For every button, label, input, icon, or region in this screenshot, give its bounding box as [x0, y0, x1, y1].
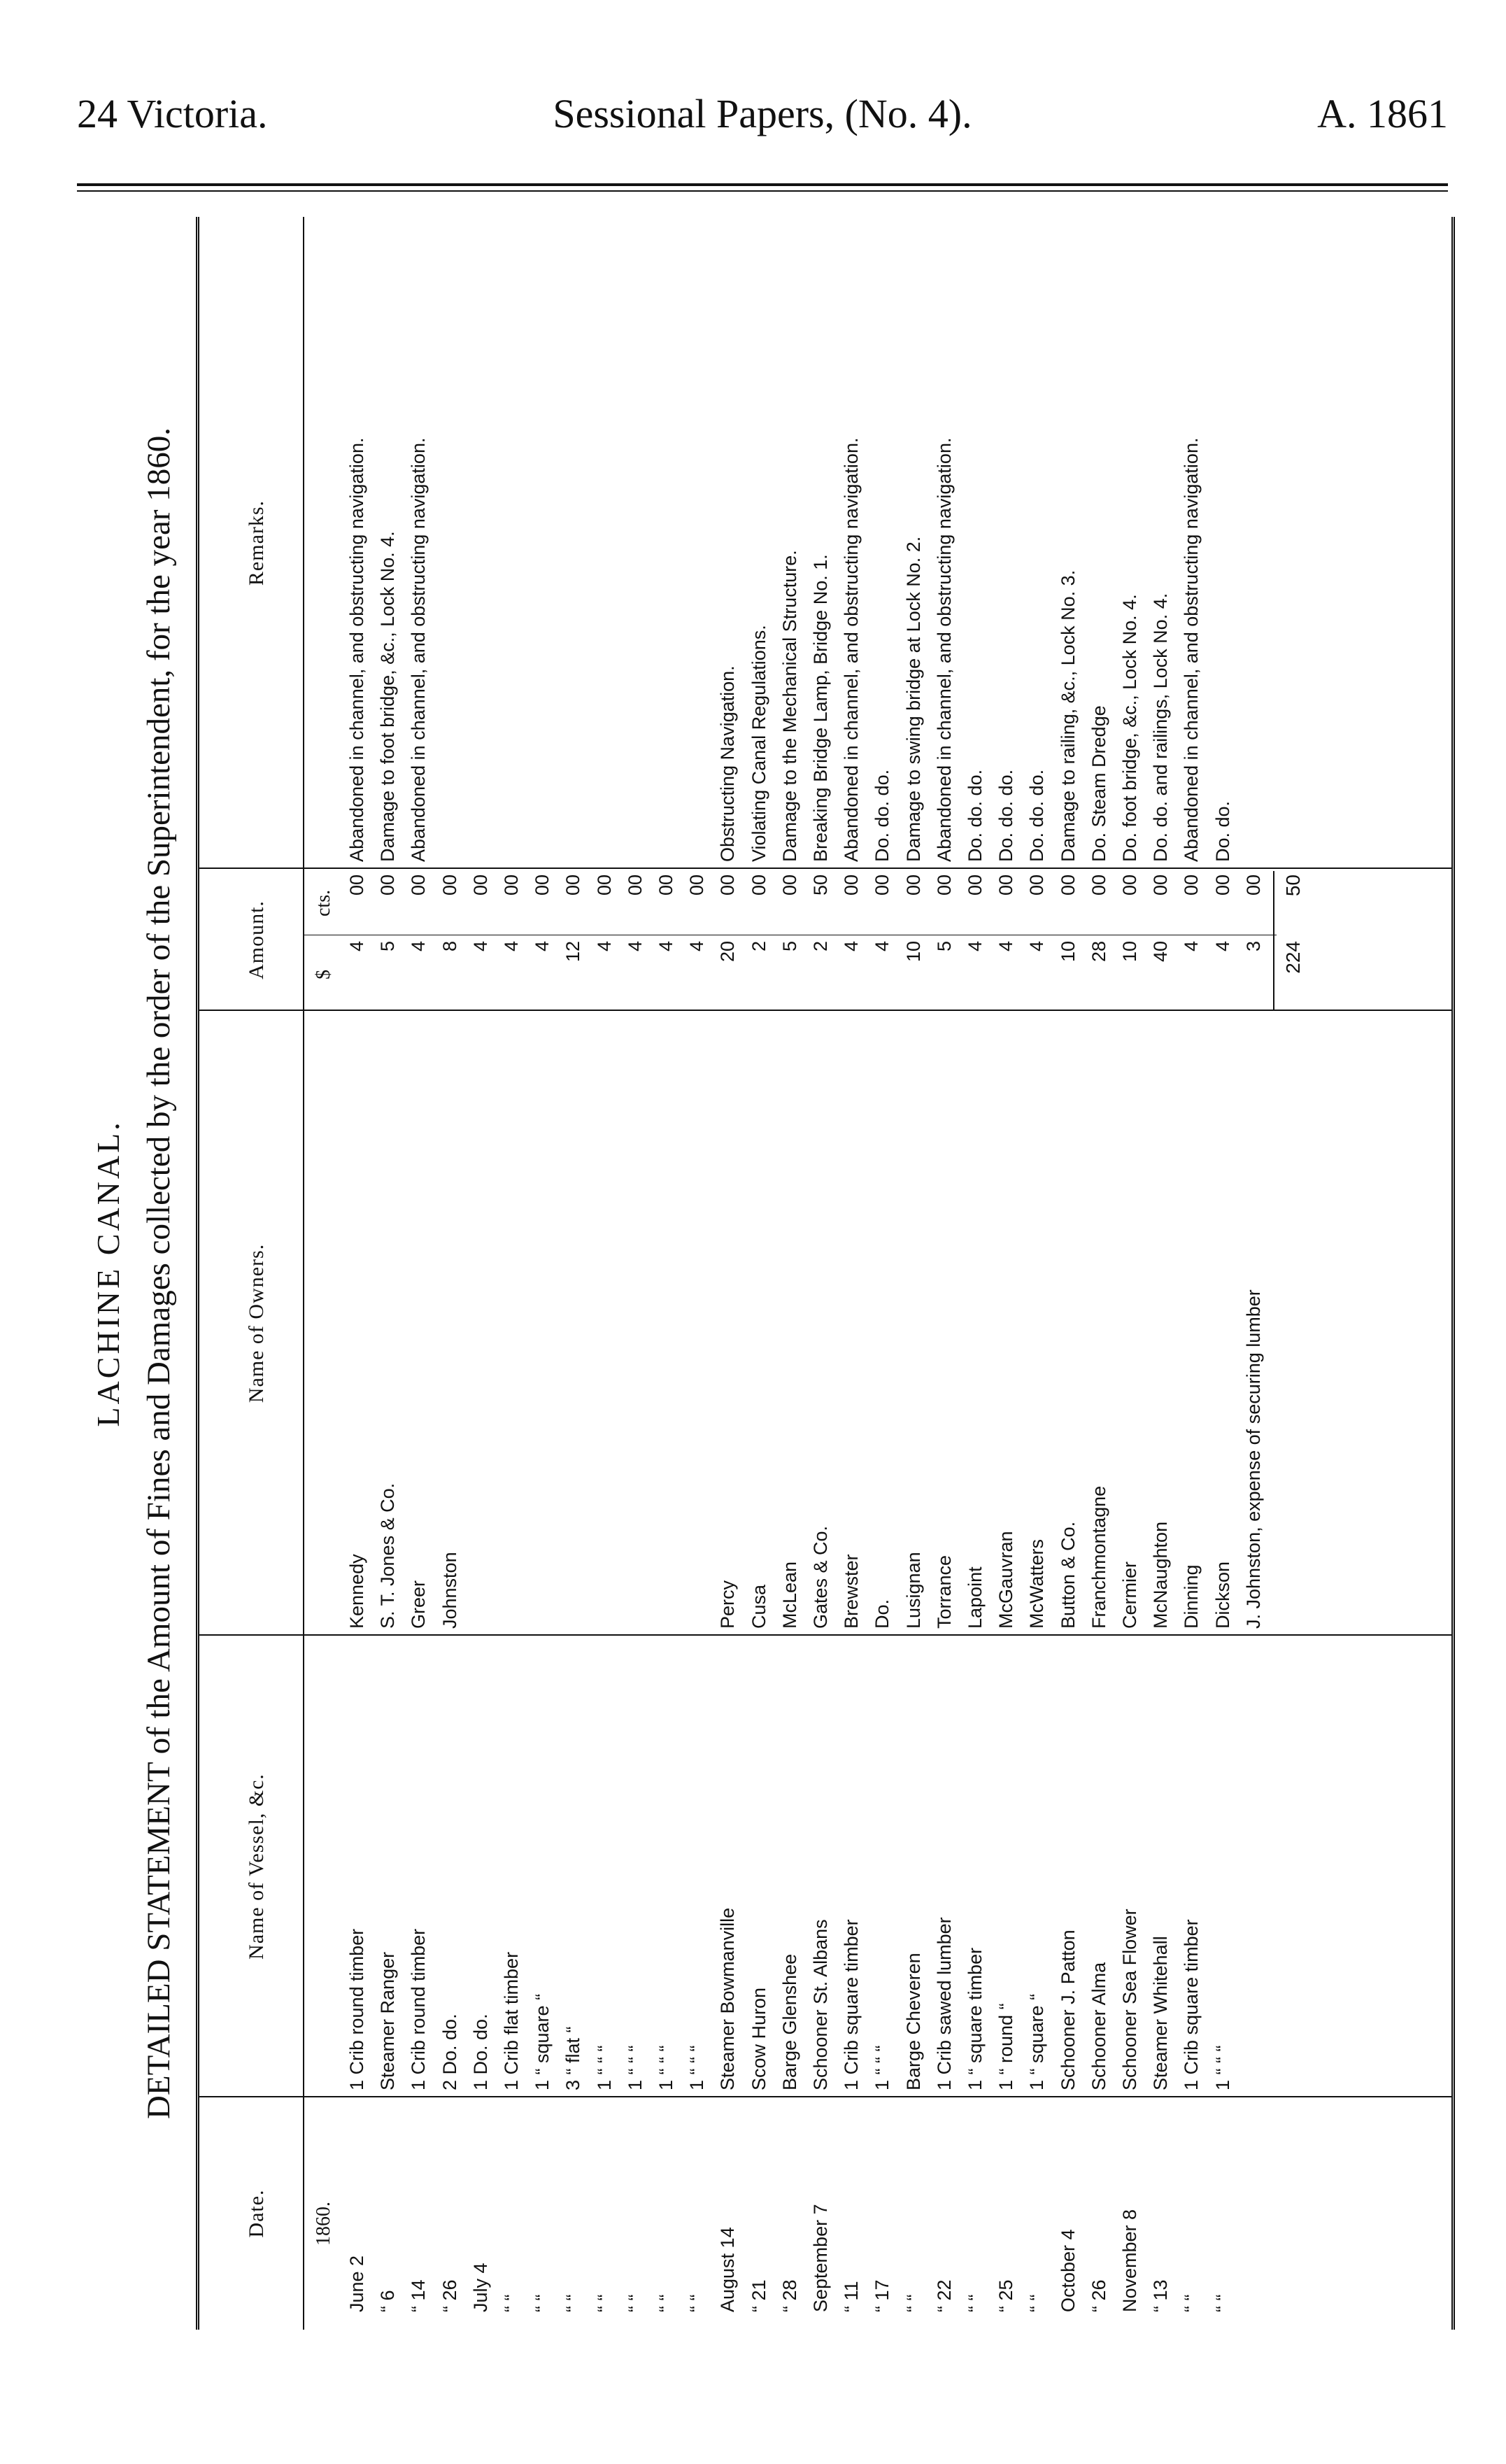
- row-amount-cents: 00: [593, 875, 615, 896]
- row-vessel: [1239, 1643, 1268, 2090]
- row-date: “ 26: [1088, 2279, 1109, 2312]
- row-date: “ 6: [377, 2290, 399, 2312]
- table-row: [868, 217, 897, 2330]
- row-vessel: 1 “ “ “: [872, 2045, 893, 2090]
- row-date: “ “: [562, 2294, 584, 2312]
- row-vessel: 1 Crib sawed lumber: [933, 1917, 955, 2090]
- row-owner: Kennedy: [346, 1554, 367, 1629]
- rotated-table-page: [70, 217, 1448, 2330]
- row-amount-dollars: 4: [1212, 941, 1233, 952]
- row-amount-cents: 00: [439, 875, 460, 896]
- row-remarks: Do. do. do.: [1026, 769, 1048, 862]
- row-vessel: 1 “ “ “: [593, 2045, 615, 2090]
- row-date: [1239, 2102, 1268, 2312]
- row-owner: Dickson: [1212, 1561, 1233, 1629]
- fines-table: [196, 217, 1455, 2330]
- row-owner: [652, 1013, 681, 1629]
- row-amount-dollars: 4: [995, 941, 1017, 952]
- row-owner: Dinning: [1181, 1564, 1202, 1629]
- dollar-sign: $: [313, 970, 334, 979]
- row-owner: Greer: [408, 1580, 429, 1629]
- row-remarks: Do. do. do.: [872, 769, 893, 862]
- table-row: [807, 217, 835, 2330]
- row-date: “ 11: [841, 2281, 862, 2312]
- row-remarks: Damage to the Mechanical Structure.: [779, 550, 800, 862]
- row-date: “ “: [686, 2294, 708, 2312]
- cents-label: cts.: [313, 889, 334, 916]
- table-row: [528, 217, 557, 2330]
- row-vessel: Barge Glenshee: [779, 1953, 800, 2090]
- col-header-amount: Amount.: [199, 869, 304, 1011]
- row-amount-cents: 00: [933, 875, 955, 896]
- table-row: [900, 217, 928, 2330]
- row-remarks: Obstructing Navigation.: [717, 665, 739, 862]
- row-date: “ “: [965, 2294, 986, 2312]
- row-owner: Johnston: [439, 1552, 460, 1629]
- row-amount-cents: 00: [1181, 875, 1202, 896]
- row-amount-cents: 00: [872, 875, 893, 896]
- row-remarks: Do. do.: [1212, 800, 1233, 862]
- row-amount-cents: 00: [995, 875, 1017, 896]
- row-owner: Brewster: [841, 1554, 862, 1629]
- running-head: [77, 83, 1448, 146]
- row-vessel: 1 Crib round timber: [346, 1928, 367, 2090]
- row-date: “ “: [532, 2294, 553, 2312]
- row-amount-dollars: 12: [562, 941, 584, 963]
- row-amount-cents: 00: [1212, 875, 1233, 896]
- row-date: “ “: [655, 2294, 676, 2312]
- row-owner: Gates & Co.: [810, 1525, 831, 1629]
- row-amount-cents: 00: [686, 875, 708, 896]
- table-row: [837, 217, 866, 2330]
- row-amount-dollars: 5: [933, 941, 955, 952]
- row-owner: Cermier: [1119, 1561, 1140, 1629]
- row-owner: McWatters: [1026, 1539, 1048, 1629]
- row-vessel: 2 Do. do.: [439, 2013, 460, 2090]
- table-row: [1054, 217, 1083, 2330]
- row-amount-dollars: 20: [717, 941, 739, 963]
- table-row: [343, 217, 371, 2330]
- row-owner: Franchmontagne: [1088, 1485, 1109, 1629]
- table-row: [1239, 217, 1268, 2330]
- row-remarks: [497, 225, 526, 862]
- row-remarks: Damage to railing, &c., Lock No. 3.: [1057, 569, 1079, 862]
- row-vessel: 3 “ flat “: [562, 2026, 584, 2090]
- row-amount-dollars: 4: [469, 941, 491, 952]
- row-owner: McNaughton: [1150, 1521, 1172, 1629]
- row-amount-dollars: 4: [1026, 941, 1048, 952]
- row-date: “ “: [1212, 2294, 1233, 2312]
- row-remarks: Abandoned in channel, and obstructing navigation.: [841, 437, 862, 862]
- row-vessel: Steamer Ranger: [377, 1951, 399, 2090]
- row-date: “ 26: [439, 2279, 460, 2312]
- row-date: “ “: [1026, 2294, 1048, 2312]
- row-remarks: Damage to foot bridge, &c., Lock No. 4.: [377, 531, 399, 862]
- row-remarks: Abandoned in channel, and obstructing navigation.: [933, 437, 955, 862]
- table-row: [497, 217, 526, 2330]
- row-amount-cents: 00: [346, 875, 367, 896]
- row-remarks: [652, 225, 681, 862]
- row-amount-dollars: 4: [841, 941, 862, 952]
- table-row: [713, 217, 742, 2330]
- row-amount-dollars: 4: [872, 941, 893, 952]
- table-row: [992, 217, 1021, 2330]
- row-remarks: Do. do. do.: [995, 769, 1017, 862]
- row-amount-cents: 00: [408, 875, 429, 896]
- row-owner: Percy: [717, 1580, 739, 1629]
- row-date: September 7: [810, 2204, 831, 2312]
- table-body: [343, 217, 1448, 2330]
- row-amount-cents: 00: [562, 875, 584, 896]
- table-row: [930, 217, 959, 2330]
- table-row: [1209, 217, 1237, 2330]
- table-row: [559, 217, 588, 2330]
- row-amount-cents: 00: [1026, 875, 1048, 896]
- page-subtitle: DETAILED STATEMENT of the Amount of Fines and Damages collected by the order of the Superintendent, for the year 1860.: [141, 427, 177, 2120]
- row-date: August 14: [717, 2227, 739, 2312]
- row-amount-dollars: 4: [346, 941, 367, 952]
- table-row: [1177, 217, 1206, 2330]
- row-remarks: Breaking Bridge Lamp, Bridge No. 1.: [810, 554, 831, 862]
- row-amount-dollars: 8: [439, 941, 460, 952]
- row-amount-dollars: 5: [377, 941, 399, 952]
- total-dollars: 224: [1282, 941, 1304, 974]
- row-amount-cents: 00: [1150, 875, 1172, 896]
- row-vessel: 1 “ “ “: [624, 2045, 646, 2090]
- row-amount-cents: 00: [1242, 875, 1264, 896]
- row-vessel: 1 “ square timber: [965, 1947, 986, 2090]
- row-vessel: Scow Huron: [748, 1987, 769, 2090]
- row-remarks: Abandoned in channel, and obstructing navigation.: [1181, 437, 1202, 862]
- row-date: “ 17: [872, 2279, 893, 2312]
- row-vessel: Barge Cheveren: [902, 1953, 924, 2090]
- row-owner: [683, 1013, 711, 1629]
- total-rule: [1273, 871, 1274, 1011]
- col-header-date: Date.: [199, 2097, 304, 2330]
- row-remarks: [467, 225, 495, 862]
- row-vessel: Schooner Sea Flower: [1119, 1909, 1140, 2090]
- row-vessel: Schooner J. Patton: [1057, 1930, 1079, 2090]
- row-amount-dollars: 4: [532, 941, 553, 952]
- row-remarks: [528, 225, 557, 862]
- row-owner: Lusignan: [902, 1552, 924, 1629]
- table-row: [745, 217, 774, 2330]
- row-date: “ “: [902, 2294, 924, 2312]
- row-amount-cents: 00: [377, 875, 399, 896]
- row-amount-dollars: 5: [779, 941, 800, 952]
- row-amount-cents: 00: [1088, 875, 1109, 896]
- row-vessel: 1 Do. do.: [469, 2013, 491, 2090]
- row-owner: [621, 1013, 650, 1629]
- row-amount-dollars: 4: [501, 941, 522, 952]
- row-vessel: 1 Crib round timber: [408, 1928, 429, 2090]
- total-row: [1277, 217, 1309, 2330]
- col-header-remarks: Remarks.: [199, 217, 304, 869]
- row-amount-dollars: 4: [408, 941, 429, 952]
- row-amount-cents: 00: [501, 875, 522, 896]
- row-vessel: 1 “ “ “: [686, 2045, 708, 2090]
- year-label: 1860.: [313, 2202, 334, 2246]
- row-date: July 4: [469, 2263, 491, 2312]
- row-remarks: Abandoned in channel, and obstructing navigation.: [408, 437, 429, 862]
- row-owner: J. Johnston, expense of securing lumber: [1242, 1289, 1264, 1629]
- header-session: 24 Victoria.: [77, 91, 268, 136]
- row-remarks: [559, 225, 588, 862]
- row-amount-cents: 50: [810, 875, 831, 896]
- table-row: [683, 217, 711, 2330]
- row-amount-dollars: 4: [655, 941, 676, 952]
- row-date: November 8: [1119, 2209, 1140, 2312]
- row-amount-cents: 00: [841, 875, 862, 896]
- row-owner: [559, 1013, 588, 1629]
- row-date: “ 21: [748, 2279, 769, 2312]
- row-vessel: 1 “ “ “: [655, 2045, 676, 2090]
- col-header-owners: Name of Owners.: [199, 1011, 304, 1636]
- row-amount-dollars: 2: [748, 941, 769, 952]
- row-vessel: Schooner St. Albans: [810, 1919, 831, 2090]
- row-vessel: 1 “ round “: [995, 2003, 1017, 2090]
- row-date: “ 13: [1150, 2279, 1172, 2312]
- row-date: “ “: [501, 2294, 522, 2312]
- row-amount-cents: 00: [902, 875, 924, 896]
- row-vessel: 1 Crib flat timber: [501, 1951, 522, 2090]
- row-date: “ 28: [779, 2279, 800, 2312]
- row-remarks: Do. foot bridge, &c., Lock No. 4.: [1119, 594, 1140, 862]
- row-owner: McGauvran: [995, 1531, 1017, 1629]
- row-vessel: 1 “ “ “: [1212, 2045, 1233, 2090]
- row-amount-cents: 00: [1119, 875, 1140, 896]
- row-remarks: Do. Steam Dredge: [1088, 705, 1109, 862]
- row-amount-cents: 00: [469, 875, 491, 896]
- row-amount-cents: 00: [624, 875, 646, 896]
- row-amount-dollars: 10: [1119, 941, 1140, 963]
- row-vessel: 1 Crib square timber: [841, 1919, 862, 2090]
- row-vessel: 1 “ square “: [532, 1993, 553, 2090]
- row-amount-dollars: 10: [1057, 941, 1079, 963]
- row-vessel: Steamer Whitehall: [1150, 1936, 1172, 2090]
- table-row: [436, 217, 464, 2330]
- row-remarks: [436, 225, 464, 862]
- row-amount-cents: 00: [532, 875, 553, 896]
- table-row: [1085, 217, 1114, 2330]
- row-amount-dollars: 40: [1150, 941, 1172, 963]
- row-owner: [590, 1013, 619, 1629]
- row-amount-cents: 00: [717, 875, 739, 896]
- row-vessel: 1 Crib square timber: [1181, 1919, 1202, 2090]
- table-row: [467, 217, 495, 2330]
- row-remarks: Do. do. and railings, Lock No. 4.: [1150, 593, 1172, 862]
- row-date: “ “: [593, 2294, 615, 2312]
- row-owner: Do.: [872, 1599, 893, 1629]
- row-remarks: [621, 225, 650, 862]
- row-vessel: 1 “ square “: [1026, 1993, 1048, 2090]
- row-vessel: Steamer Bowmanville: [717, 1907, 739, 2090]
- table-row: [961, 217, 990, 2330]
- table-row: [404, 217, 433, 2330]
- row-amount-cents: 00: [1057, 875, 1079, 896]
- row-owner: [528, 1013, 557, 1629]
- table-row: [621, 217, 650, 2330]
- row-amount-dollars: 3: [1242, 941, 1264, 952]
- row-remarks: Abandoned in channel, and obstructing navigation.: [346, 437, 367, 862]
- row-amount-dollars: 4: [1181, 941, 1202, 952]
- col-header-vessel: Name of Vessel, &c.: [199, 1636, 304, 2097]
- row-amount-dollars: 4: [593, 941, 615, 952]
- row-amount-dollars: 4: [965, 941, 986, 952]
- row-date: “ 25: [995, 2279, 1017, 2312]
- row-owner: Cusa: [748, 1584, 769, 1629]
- row-date: “ 14: [408, 2279, 429, 2312]
- row-amount-dollars: 4: [624, 941, 646, 952]
- table-row: [1116, 217, 1144, 2330]
- row-date: “ “: [624, 2294, 646, 2312]
- table-row: [374, 217, 402, 2330]
- header-sessional-papers: Sessional Papers, (No. 4).: [553, 91, 972, 136]
- row-date: “ “: [1181, 2294, 1202, 2312]
- table-row: [1023, 217, 1051, 2330]
- row-amount-dollars: 4: [686, 941, 708, 952]
- row-remarks: [1239, 225, 1268, 862]
- row-date: “ 22: [933, 2279, 955, 2312]
- row-owner: S. T. Jones & Co.: [377, 1482, 399, 1629]
- header-year: A. 1861: [1317, 91, 1448, 136]
- row-remarks: Damage to swing bridge at Lock No. 2.: [902, 536, 924, 862]
- row-remarks: Do. do. do.: [965, 769, 986, 862]
- row-amount-dollars: 28: [1088, 941, 1109, 963]
- header-rule: [77, 183, 1448, 194]
- row-amount-cents: 00: [655, 875, 676, 896]
- row-remarks: Violating Canal Regulations.: [748, 625, 769, 862]
- row-amount-cents: 00: [779, 875, 800, 896]
- row-vessel: Schooner Alma: [1088, 1962, 1109, 2090]
- row-owner: [497, 1013, 526, 1629]
- table-row: [776, 217, 804, 2330]
- table-row: [652, 217, 681, 2330]
- row-date: October 4: [1057, 2229, 1079, 2312]
- row-amount-dollars: 2: [810, 941, 831, 952]
- table-row: [590, 217, 619, 2330]
- row-remarks: [683, 225, 711, 862]
- row-amount-cents: 00: [965, 875, 986, 896]
- row-owner: Torrance: [933, 1555, 955, 1629]
- total-cents: 50: [1282, 875, 1304, 897]
- row-owner: [467, 1013, 495, 1629]
- row-amount-dollars: 10: [902, 941, 924, 963]
- row-amount-cents: 00: [748, 875, 769, 896]
- row-owner: Lapoint: [965, 1566, 986, 1629]
- row-owner: McLean: [779, 1561, 800, 1629]
- page-title: LACHINE CANAL.: [90, 1119, 126, 1427]
- table-row: [1146, 217, 1175, 2330]
- row-date: June 2: [346, 2255, 367, 2312]
- row-remarks: [590, 225, 619, 862]
- row-owner: Button & Co.: [1057, 1521, 1079, 1629]
